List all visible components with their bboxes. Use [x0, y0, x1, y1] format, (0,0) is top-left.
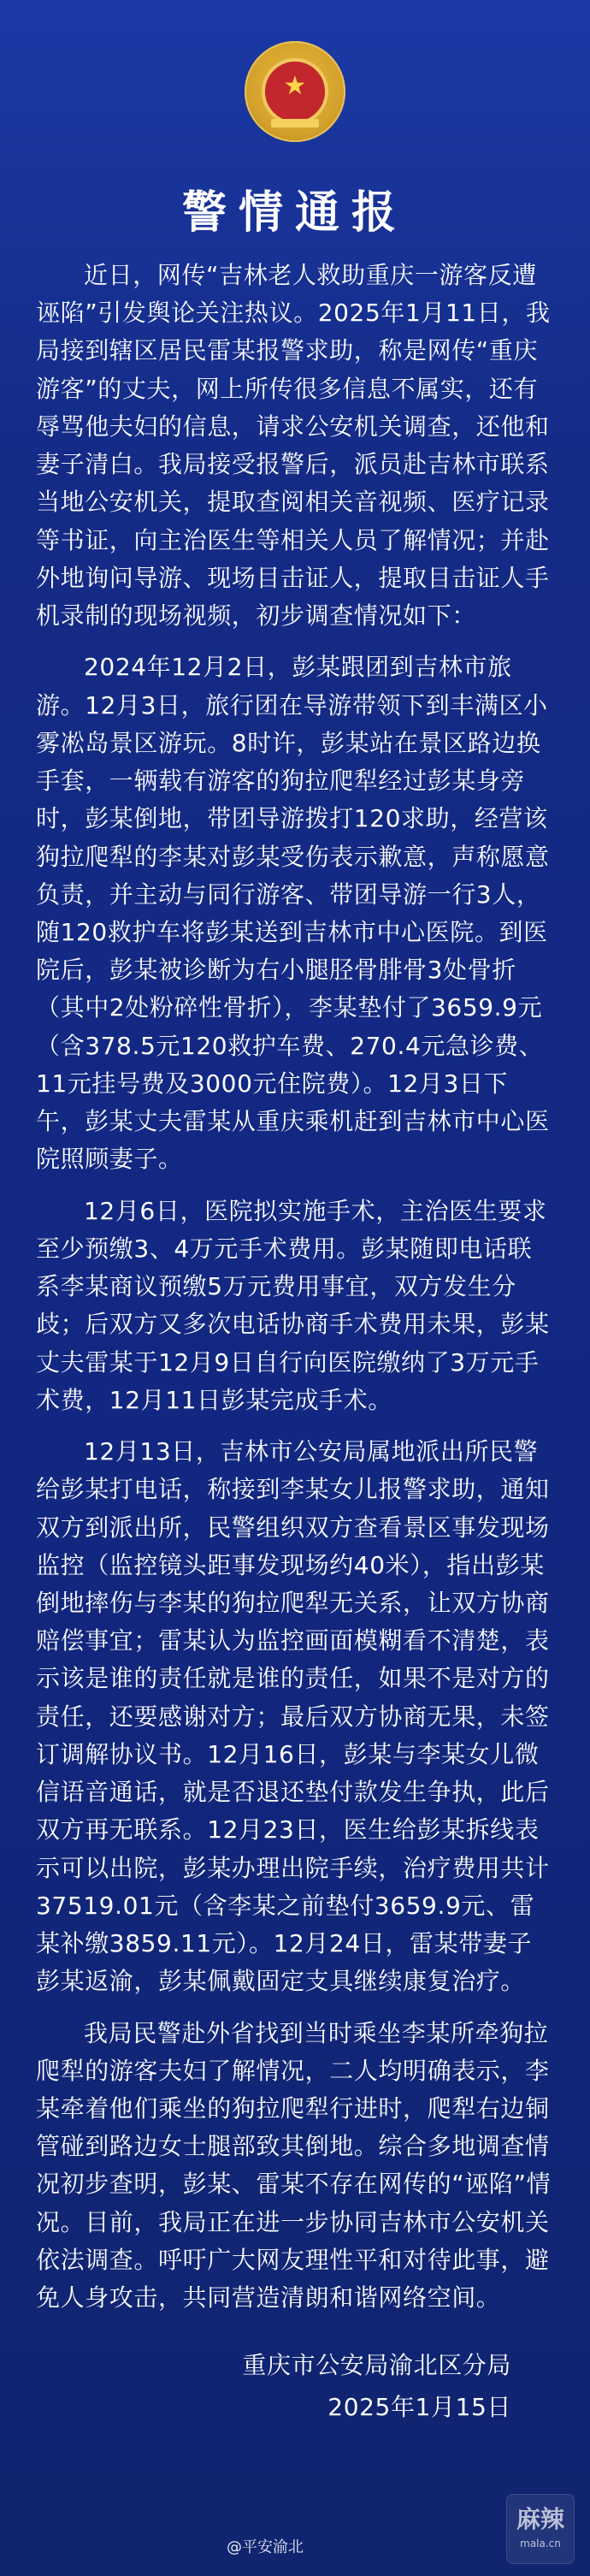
star-icon: ★ [283, 71, 307, 101]
page-title: 警情通报 [181, 187, 408, 239]
signature-block [242, 2344, 511, 2428]
signature-org: 重庆市公安局渝北区分局 [242, 2351, 511, 2379]
watermark-domain: mala.cn [520, 2538, 561, 2549]
notice-paragraph: 我局民警赴外省找到当时乘坐李某所牵狗拉爬犁的游客夫妇了解情况，二人均明确表示，李某牵着他们乘坐的狗拉爬犁行进时，爬犁右边铜管碰到路边女士腿部致其倒地。综合多地调查情况初步查明，彭某、雷某不存在网传的“诬陷”情况。目前，我局正在进一步协同吉林市公安机关依法调查。呼吁广大网友理性平和对待此事，避免人身攻击，共同营造清朗和谐网络空间。 [36, 2018, 552, 2312]
emblem-base [271, 119, 319, 127]
watermark-text: 麻辣 [516, 2505, 564, 2533]
notice-paragraph: 12月6日，医院拟实施手术，主治医生要求至少预缴3、4万元手术费用。彭某随即电话联系李某商议预缴5万元费用事宜，双方发生分歧；后双方又多次电话协商手术费用未果，彭某丈夫雷某于12月9日自行向医院缴纳了3万元手术费，12月11日彭某完成手术。 [36, 1196, 550, 1414]
notice-paragraph: 近日，网传“吉林老人救助重庆一游客反遭诬陷”引发舆论关注热议。2025年1月11日，我局接到辖区居民雷某报警求助，称是网传“重庆游客”的丈夫，网上所传很多信息不属实，还有辱骂他夫妇的信息，请求公安机关调查，还他和妻子清白。我局接受报警后，派员赴吉林市联系当地公安机关，提取查阅相关音视频、医疗记录等书证，向主治医生等相关人员了解情况；并赴外地询问导游、现场目击证人，提取目击证人手机录制的现场视频，初步调查情况如下： [36, 261, 551, 631]
notice-paragraph: 2024年12月2日，彭某跟团到吉林市旅游。12月3日，旅行团在导游带领下到丰满区小雾凇岛景区游玩。8时许，彭某站在景区路边换手套，一辆载有游客的狗拉爬犁经过彭某身旁时，彭某倒地，带团导游拨打120求助，经营该狗拉爬犁的李某对彭某受伤表示歉意，声称愿意负责，并主动与同行游客、带团导游一行3人，随120救护车将彭某送到吉林市中心医院。到医院后，彭某被诊断为右小腿胫骨腓骨3处骨折（其中2处粉碎性骨折），李某垫付了3659.9元（含378.5元120救护车费、270.4元急诊费、11元挂号费及3000元住院费）。12月3日下午，彭某丈夫雷某从重庆乘机赶到吉林市中心医院照顾妻子。 [36, 653, 550, 1174]
police-emblem-icon [245, 41, 345, 142]
emblem-shield [262, 58, 328, 125]
notice-paragraph: 12月13日，吉林市公安局属地派出所民警给彭某打电话，称接到李某女儿报警求助，通知双方到派出所，民警组织双方查看景区事发现场监控（监控镜头距事发现场约40米），指出彭某倒地摔伤与李某的狗拉爬犁无关系，让双方协商赔偿事宜；雷某认为监控画面模糊看不清楚，表示该是谁的责任就是谁的责任，如果不是对方的责任，还要感谢对方；最后双方协商无果，未签订调解协议书。12月16日，彭某与李某女儿微信语音通话，就是否退还垫付款发生争执，此后双方再无联系。12月23日，医生给彭某拆线表示可以出院，彭某办理出院手续，治疗费用共计37519.01元（含李某之前垫付3659.9元、雷某补缴3859.11元）。12月24日，雷某带妻子彭某返渝，彭某佩戴固定支具继续康复治疗。 [36, 1437, 550, 1996]
notice-body [36, 257, 554, 2330]
source-tag: @平安渝北 [227, 2538, 304, 2556]
watermark-logo [506, 2494, 575, 2564]
signature-date: 2025年1月15日 [327, 2393, 511, 2421]
